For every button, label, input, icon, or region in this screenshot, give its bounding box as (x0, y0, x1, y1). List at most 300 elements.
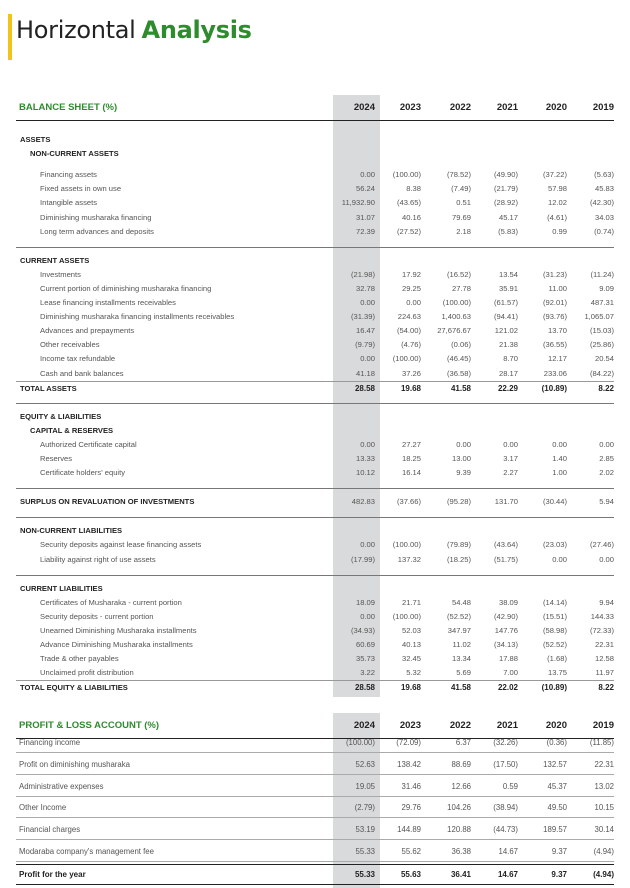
cell-value: 88.69 (451, 759, 471, 769)
year-header: 2021 (496, 720, 518, 731)
cell-value: (5.83) (498, 226, 518, 236)
cell-value: 131.70 (494, 497, 518, 507)
cell-value: 3.22 (360, 668, 375, 678)
cell-value: 0.00 (456, 439, 471, 449)
cell-value: (25.86) (589, 340, 614, 350)
cell-value: 52.63 (355, 759, 375, 769)
cell-value: 29.25 (401, 283, 421, 293)
cell-value: 41.58 (450, 383, 471, 393)
cell-value: 144.89 (397, 825, 421, 835)
cell-value: (95.28) (446, 497, 471, 507)
year-header: 2022 (449, 720, 471, 731)
cell-value: 482.83 (351, 497, 375, 507)
year-header: 2024 (353, 102, 375, 113)
cell-value: (4.76) (401, 340, 421, 350)
row-label: Advance Diminishing Musharaka installments (40, 640, 193, 649)
table-row (16, 367, 614, 381)
cell-value: 11.97 (595, 668, 614, 678)
table-row (16, 324, 614, 338)
cell-value: 9.37 (551, 847, 567, 856)
cell-value: 12.58 (594, 654, 614, 664)
cell-value: 49.50 (547, 803, 567, 813)
cell-value: (15.51) (542, 611, 567, 621)
table-row (16, 438, 614, 452)
cell-value: 0.00 (360, 354, 375, 364)
total-row (16, 381, 614, 396)
year-header: 2020 (545, 720, 567, 731)
cell-value: 27,676.67 (437, 326, 471, 336)
row-label: Cash and bank balances (40, 368, 124, 378)
cell-value: 5.32 (406, 668, 421, 678)
row-label: Profit for the year (19, 869, 86, 879)
row-label: Lease financing installments receivables (40, 298, 176, 307)
cell-value: (10.89) (541, 383, 567, 393)
cell-value: 104.26 (447, 803, 471, 813)
cell-value: 21.38 (498, 340, 518, 350)
cell-value: 137.32 (397, 554, 421, 564)
row-label: Other receivables (40, 340, 100, 350)
row-label: Unearned Diminishing Musharaka installments (40, 625, 197, 635)
cell-value: (78.52) (446, 170, 471, 180)
cell-value: (94.41) (493, 312, 518, 322)
year-header: 2020 (545, 102, 567, 113)
row-label: Trade & other payables (40, 654, 119, 664)
cell-value: 0.00 (406, 298, 421, 307)
balance-sheet-title: BALANCE SHEET (%) (19, 102, 118, 113)
section-heading (16, 410, 614, 424)
cell-value: 54.48 (451, 597, 471, 607)
cell-value: 0.00 (360, 439, 375, 449)
cell-value: 55.63 (400, 869, 421, 879)
section-heading (16, 147, 614, 161)
row-label: ASSETS (20, 135, 51, 144)
cell-value: (30.44) (542, 497, 567, 507)
year-header: 2021 (496, 102, 518, 113)
cell-value: 6.37 (455, 738, 471, 747)
row-label: Authorized Certificate capital (40, 439, 137, 449)
cell-value: 38.09 (498, 597, 518, 607)
table-row (16, 842, 614, 862)
cell-value: 32.78 (355, 283, 375, 293)
row-label: Liability against right of use assets (40, 554, 156, 564)
cell-value: 1.40 (552, 454, 567, 463)
year-header: 2019 (592, 102, 614, 113)
cell-value: (52.52) (446, 611, 471, 621)
cell-value: 27.78 (451, 283, 471, 293)
row-label: Intangible assets (40, 198, 97, 208)
row-label: Administrative expenses (19, 781, 104, 791)
table-row (16, 652, 614, 666)
cell-value: 11.00 (548, 283, 567, 293)
row-label: Other Income (19, 803, 67, 813)
cell-value: 0.00 (360, 298, 375, 307)
section-heading (16, 582, 614, 596)
cell-value: 9.39 (456, 468, 471, 478)
cell-value: (4.94) (593, 869, 614, 879)
year-header: 2022 (449, 102, 471, 113)
cell-value: 27.27 (401, 439, 421, 449)
row-label: Financing income (19, 738, 81, 747)
cell-value: 41.18 (355, 368, 375, 378)
cell-value: (16.52) (446, 269, 471, 279)
balance-sheet-header (16, 94, 614, 121)
row-label: Reserves (40, 454, 73, 463)
table-row (16, 452, 614, 466)
cell-value: 9.09 (599, 283, 614, 293)
cell-value: 20.54 (594, 354, 614, 364)
cell-value: 12.17 (547, 354, 567, 364)
row-label: CURRENT ASSETS (20, 255, 90, 265)
table-row (16, 211, 614, 225)
cell-value: 3.17 (503, 454, 518, 463)
row-label: TOTAL ASSETS (20, 383, 77, 393)
row-label: Long term advances and deposits (40, 226, 154, 236)
cell-value: 13.00 (451, 454, 471, 463)
table-row (16, 755, 614, 775)
table-row (16, 268, 614, 282)
cell-value: (36.58) (446, 368, 471, 378)
cell-value: 2.27 (503, 468, 518, 478)
row-label: Fixed assets in own use (40, 184, 122, 194)
year-header: 2024 (353, 720, 375, 731)
cell-value: (37.66) (396, 497, 421, 507)
cell-value: 1,065.07 (584, 312, 614, 322)
cell-value: 22.29 (497, 383, 518, 393)
cell-value: 5.94 (599, 497, 614, 507)
row-label: Financial charges (19, 825, 81, 835)
cell-value: (100.00) (392, 540, 421, 550)
table-row (16, 624, 614, 638)
row-label: SURPLUS ON REVALUATION OF INVESTMENTS (20, 497, 195, 507)
cell-value: 31.46 (401, 781, 421, 791)
cell-value: 13.54 (498, 269, 518, 279)
cell-value: (0.74) (594, 226, 614, 236)
cell-value: 79.69 (451, 212, 471, 222)
cell-value: 32.45 (401, 654, 421, 664)
row-label: CAPITAL & RESERVES (30, 425, 114, 435)
year-header: 2023 (399, 102, 421, 113)
cell-value: 29.76 (401, 803, 421, 813)
cell-value: 147.76 (494, 625, 518, 635)
row-label: Unclaimed profit distribution (40, 668, 134, 678)
cell-value: 55.62 (401, 847, 421, 856)
cell-value: (18.25) (446, 554, 471, 564)
cell-value: 16.14 (401, 468, 421, 478)
cell-value: (49.90) (493, 170, 518, 180)
cell-value: (23.03) (542, 540, 567, 550)
cell-value: (31.39) (350, 312, 375, 322)
table-row (16, 466, 614, 480)
cell-value: 138.42 (397, 759, 421, 769)
cell-value: 55.33 (354, 869, 375, 879)
cell-value: 19.05 (355, 781, 375, 791)
row-label: Diminishing musharaka financing installments receivables (40, 312, 235, 322)
cell-value: (11.85) (589, 738, 614, 747)
cell-value: 13.33 (355, 454, 375, 463)
cell-value: (34.13) (493, 640, 518, 649)
cell-value: (79.89) (446, 540, 471, 550)
cell-value: 56.24 (355, 184, 375, 194)
cell-value: 41.58 (450, 683, 471, 693)
cell-value: 8.22 (598, 683, 614, 693)
cell-value: (21.98) (350, 269, 375, 279)
cell-value: 18.09 (355, 597, 375, 607)
cell-value: (42.30) (589, 198, 614, 208)
cell-value: 31.07 (355, 212, 375, 222)
cell-value: 10.12 (355, 468, 375, 478)
table-row (16, 168, 614, 182)
cell-value: 30.14 (594, 825, 614, 835)
section-heading (16, 133, 614, 147)
cell-value: (15.03) (589, 326, 614, 336)
table-row (16, 777, 614, 797)
cell-value: (5.63) (594, 170, 614, 180)
section-heading (16, 424, 614, 438)
cell-value: (1.68) (547, 654, 567, 664)
cell-value: (100.00) (392, 611, 421, 621)
cell-value: (54.00) (396, 326, 421, 336)
cell-value: 224.63 (397, 312, 421, 322)
table-row (16, 798, 614, 818)
cell-value: (10.89) (541, 683, 567, 693)
cell-value: 19.68 (400, 683, 421, 693)
table-row (16, 553, 614, 567)
cell-value: 37.26 (401, 368, 421, 378)
cell-value: 14.67 (497, 869, 518, 879)
cell-value: 19.68 (400, 383, 421, 393)
cell-value: 0.59 (502, 781, 518, 791)
cell-value: (100.00) (345, 738, 375, 747)
cell-value: 2.85 (599, 454, 614, 463)
cell-value: 2.18 (456, 226, 471, 236)
cell-value: (72.33) (589, 625, 614, 635)
section-divider (16, 517, 614, 518)
cell-value: 45.17 (498, 212, 518, 222)
cell-value: (28.92) (493, 198, 518, 208)
cell-value: (100.00) (442, 298, 471, 307)
year-header: 2019 (592, 720, 614, 731)
cell-value: 17.88 (498, 654, 518, 664)
cell-value: 0.99 (552, 226, 567, 236)
cell-value: 0.51 (456, 198, 471, 208)
cell-value: 144.33 (590, 611, 614, 621)
cell-value: 0.00 (552, 554, 567, 564)
cell-value: 72.39 (355, 226, 375, 236)
cell-value: 7.00 (503, 668, 518, 678)
table-row (16, 310, 614, 324)
cell-value: 35.91 (498, 283, 518, 293)
table-row (16, 495, 614, 509)
cell-value: (0.36) (546, 738, 567, 747)
cell-value: (9.79) (355, 340, 375, 350)
cell-value: 60.69 (355, 640, 375, 649)
cell-value: (31.23) (542, 269, 567, 279)
cell-value: (32.26) (493, 738, 518, 747)
cell-value: 0.00 (599, 554, 614, 564)
cell-value: 10.15 (594, 803, 614, 813)
total-row (16, 680, 614, 695)
row-label: Modaraba company's management fee (19, 847, 154, 856)
cell-value: 11,932.90 (341, 198, 375, 208)
table-row (16, 196, 614, 210)
cell-value: (100.00) (392, 354, 421, 364)
cell-value: 22.31 (594, 640, 614, 649)
cell-value: 0.00 (360, 540, 375, 550)
row-label: Security deposits - current portion (40, 611, 154, 621)
cell-value: (27.46) (589, 540, 614, 550)
section-heading (16, 524, 614, 538)
cell-value: (17.50) (493, 759, 518, 769)
cell-value: (27.52) (396, 226, 421, 236)
row-label: Financing assets (40, 170, 97, 180)
section-divider (16, 403, 614, 404)
table-row (16, 338, 614, 352)
cell-value: 55.33 (355, 847, 375, 856)
cell-value: (93.76) (542, 312, 567, 322)
cell-value: 189.57 (543, 825, 567, 835)
cell-value: (51.75) (493, 554, 518, 564)
table-row (16, 225, 614, 239)
cell-value: 21.71 (401, 597, 421, 607)
table-row (16, 352, 614, 366)
cell-value: 28.17 (498, 368, 518, 378)
row-label: Certificate holders' equity (40, 468, 126, 478)
table-row (16, 820, 614, 840)
table-row (16, 610, 614, 624)
section-divider (16, 575, 614, 576)
cell-value: (46.45) (446, 354, 471, 364)
profit-loss-title: PROFIT & LOSS ACCOUNT (%) (19, 720, 160, 731)
cell-value: (43.65) (396, 198, 421, 208)
cell-value: 40.13 (401, 640, 421, 649)
table-row (16, 596, 614, 610)
cell-value: 28.58 (354, 683, 375, 693)
section-divider (16, 247, 614, 248)
cell-value: 8.38 (406, 184, 421, 194)
cell-value: (72.09) (396, 738, 421, 747)
cell-value: 5.69 (456, 668, 471, 678)
cell-value: 18.25 (401, 454, 421, 463)
cell-value: 14.67 (498, 847, 518, 856)
cell-value: (37.22) (542, 170, 567, 180)
cell-value: 487.31 (590, 298, 614, 307)
cell-value: 52.03 (401, 625, 421, 635)
cell-value: 0.00 (599, 439, 614, 449)
table-row (16, 666, 614, 680)
cell-value: 120.88 (447, 825, 471, 835)
table-row (16, 296, 614, 310)
row-label: Investments (40, 269, 81, 279)
table-row (16, 182, 614, 196)
cell-value: 35.73 (355, 654, 375, 664)
cell-value: (38.94) (493, 803, 518, 813)
cell-value: 36.38 (451, 847, 471, 856)
cell-value: 0.00 (360, 611, 375, 621)
cell-value: 22.31 (594, 759, 614, 769)
cell-value: 13.70 (547, 326, 567, 336)
cell-value: (52.52) (542, 640, 567, 649)
section-heading (16, 254, 614, 268)
cell-value: 8.70 (503, 354, 518, 364)
cell-value: 132.57 (543, 759, 567, 769)
cell-value: 347.97 (447, 625, 471, 635)
cell-value: (42.90) (493, 611, 518, 621)
total-row (16, 864, 614, 885)
cell-value: (61.57) (493, 298, 518, 307)
table-row (16, 733, 614, 753)
cell-value: (4.94) (593, 847, 614, 856)
row-label: EQUITY & LIABILITIES (20, 411, 102, 421)
row-label: Advances and prepayments (40, 326, 135, 336)
cell-value: 34.03 (594, 212, 614, 222)
row-label: TOTAL EQUITY & LIABILITIES (20, 683, 128, 693)
cell-value: 9.94 (599, 597, 614, 607)
title-bold: Analysis (141, 16, 252, 44)
row-label: Profit on diminishing musharaka (19, 759, 130, 769)
row-label: NON-CURRENT LIABILITIES (20, 526, 123, 536)
cell-value: 57.98 (547, 184, 567, 194)
cell-value: 17.92 (401, 269, 421, 279)
cell-value: 13.75 (547, 668, 567, 678)
row-label: NON-CURRENT ASSETS (30, 149, 119, 159)
cell-value: (58.98) (542, 625, 567, 635)
cell-value: 28.58 (354, 383, 375, 393)
year-header: 2023 (399, 720, 421, 731)
cell-value: 53.19 (355, 825, 375, 835)
cell-value: 11.02 (452, 640, 471, 649)
cell-value: 45.37 (547, 781, 567, 791)
cell-value: 16.47 (355, 326, 375, 336)
row-label: Certificates of Musharaka - current portion (40, 597, 182, 607)
cell-value: (100.00) (392, 170, 421, 180)
cell-value: (14.14) (542, 597, 567, 607)
cell-value: (21.79) (493, 184, 518, 194)
cell-value: (43.64) (493, 540, 518, 550)
cell-value: 0.00 (360, 170, 375, 180)
table-row (16, 538, 614, 552)
page-title (16, 16, 252, 44)
cell-value: 36.41 (450, 869, 471, 879)
cell-value: (84.22) (589, 368, 614, 378)
title-accent-bar (8, 14, 12, 60)
cell-value: (4.61) (547, 212, 567, 222)
cell-value: 233.06 (543, 368, 567, 378)
cell-value: (2.79) (354, 803, 375, 813)
cell-value: 40.16 (401, 212, 421, 222)
row-label: Diminishing musharaka financing (40, 212, 152, 222)
cell-value: 13.02 (594, 781, 614, 791)
cell-value: (36.55) (542, 340, 567, 350)
row-label: Current portion of diminishing musharaka financing (40, 283, 212, 293)
cell-value: (34.93) (350, 625, 375, 635)
cell-value: 1,400.63 (441, 312, 471, 322)
cell-value: 13.34 (451, 654, 471, 664)
cell-value: 2.02 (599, 468, 614, 478)
cell-value: (0.06) (451, 340, 471, 350)
cell-value: 0.00 (552, 439, 567, 449)
row-label: Income tax refundable (40, 354, 116, 364)
table-row (16, 638, 614, 652)
table-row (16, 282, 614, 296)
section-divider (16, 488, 614, 489)
cell-value: (7.49) (451, 184, 471, 194)
cell-value: 12.66 (451, 781, 471, 791)
cell-value: 22.02 (497, 683, 518, 693)
title-light: Horizontal (16, 16, 136, 44)
cell-value: (17.99) (350, 554, 375, 564)
cell-value: 1.00 (552, 468, 567, 478)
cell-value: 121.02 (494, 326, 518, 336)
